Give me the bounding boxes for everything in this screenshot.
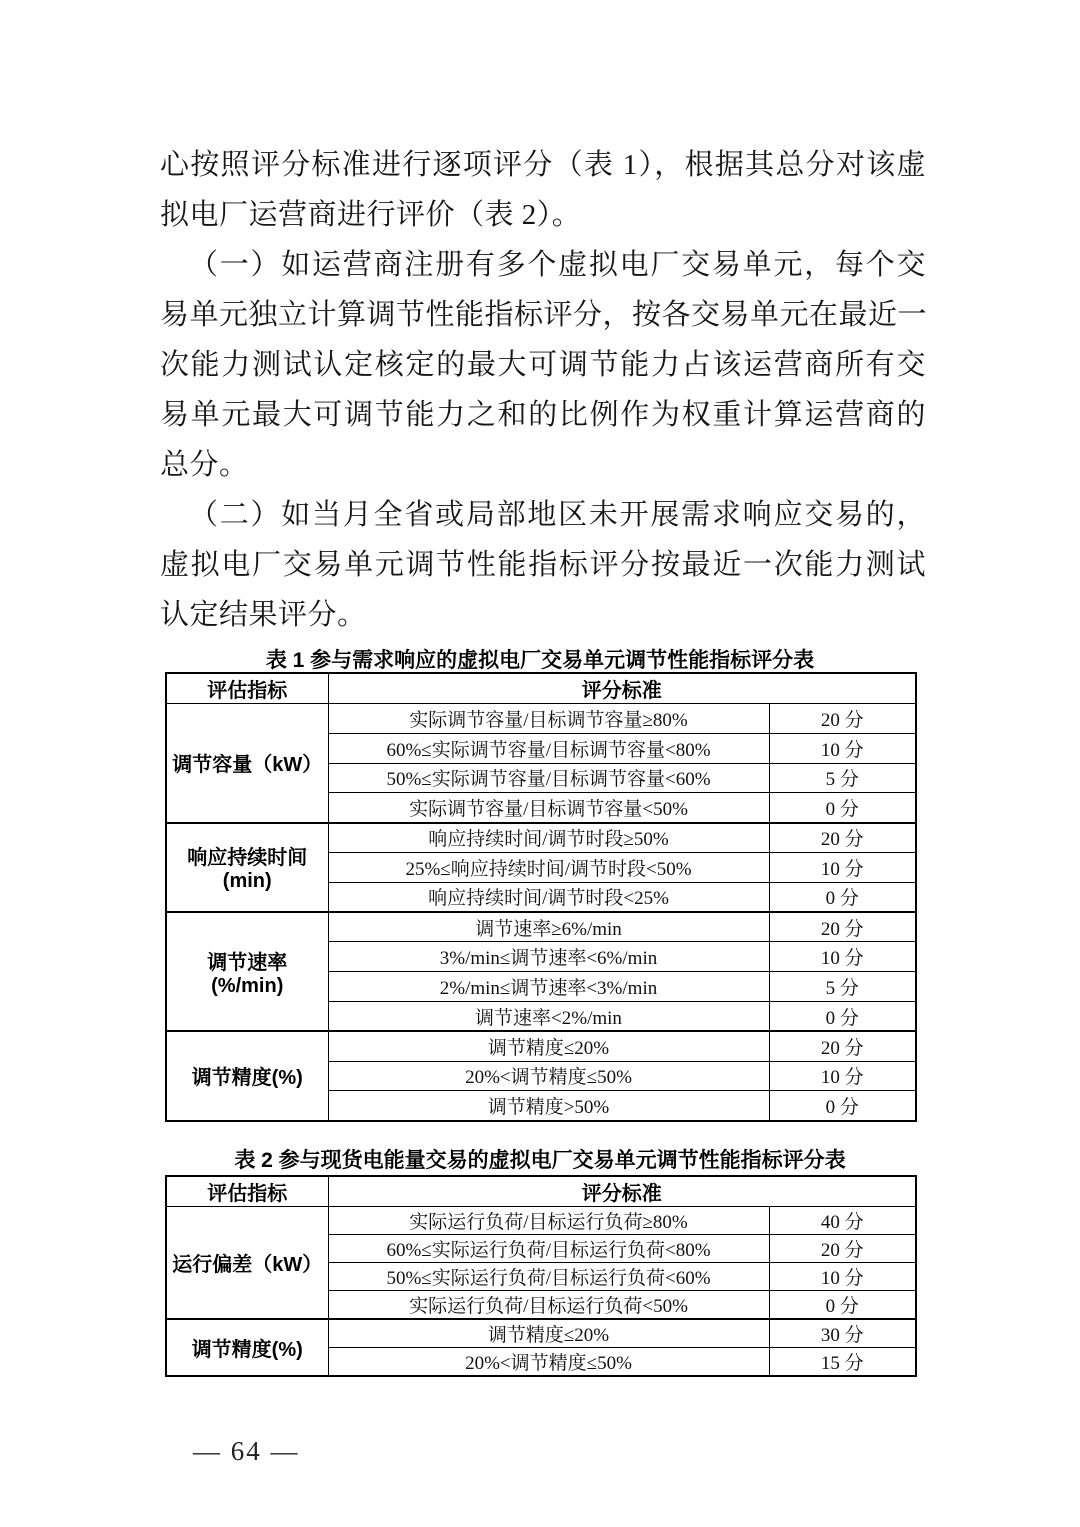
table-2	[165, 1175, 917, 1377]
text-line: 易单元独立计算调节性能指标评分，按各交易单元在最近一	[160, 299, 928, 331]
table-1-caption: 表 1 参与需求响应的虚拟电厂交易单元调节性能指标评分表	[265, 649, 815, 672]
text-line: 易单元最大可调节能力之和的比例作为权重计算运营商的	[160, 399, 926, 431]
score-cell: 10 分	[769, 733, 916, 763]
text-line: 认定结果评分。	[160, 599, 367, 631]
table-row	[166, 1207, 916, 1235]
criteria-cell: 20%<调节精度≤50%	[328, 1061, 769, 1091]
text-line: 虚拟电厂交易单元调节性能指标评分按最近一次能力测试	[160, 549, 926, 581]
text-line: 总分。	[160, 449, 249, 481]
criteria-cell: 60%≤实际调节容量/目标调节容量<80%	[328, 733, 769, 763]
body-text	[160, 140, 926, 640]
group-label-cell: 调节精度(%)	[166, 1031, 328, 1120]
criteria-cell: 实际调节容量/目标调节容量<50%	[328, 793, 769, 823]
text-line: 拟电厂运营商进行评价（表 2）。	[160, 199, 582, 231]
table-1	[165, 672, 917, 1122]
criteria-cell: 调节精度>50%	[328, 1091, 769, 1121]
indicator-header-cell: 评估指标	[166, 1176, 328, 1207]
criteria-cell: 调节精度≤20%	[328, 1319, 769, 1348]
criteria-cell: 3%/min≤调节速率<6%/min	[328, 942, 769, 972]
paragraph	[160, 490, 926, 640]
criteria-cell: 60%≤实际运行负荷/目标运行负荷<80%	[328, 1235, 769, 1263]
criteria-cell: 实际调节容量/目标调节容量≥80%	[328, 704, 769, 734]
score-cell: 15 分	[769, 1348, 916, 1377]
table-row	[166, 673, 916, 704]
score-cell: 0 分	[769, 1091, 916, 1121]
score-cell: 40 分	[769, 1207, 916, 1235]
text-line: 心按照评分标准进行逐项评分（表 1），根据其总分对该虚	[160, 149, 926, 181]
paragraph	[160, 240, 926, 490]
score-cell: 5 分	[769, 763, 916, 793]
text-line: （一）如运营商注册有多个虚拟电厂交易单元，每个交	[189, 249, 926, 281]
group-label-cell: 调节精度(%)	[166, 1319, 328, 1376]
score-cell: 30 分	[769, 1319, 916, 1348]
score-cell: 20 分	[769, 704, 916, 734]
table-row	[166, 1031, 916, 1061]
group-label-cell: 调节速率 (%/min)	[166, 912, 328, 1031]
text-line: 次能力测试认定核定的最大可调节能力占该运营商所有交	[160, 349, 926, 381]
table-row	[166, 912, 916, 942]
criteria-cell: 调节速率<2%/min	[328, 1001, 769, 1031]
criteria-cell: 20%<调节精度≤50%	[328, 1348, 769, 1377]
score-cell: 20 分	[769, 1235, 916, 1263]
text-line: （二）如当月全省或局部地区未开展需求响应交易的，	[189, 499, 926, 531]
criteria-cell: 调节速率≥6%/min	[328, 912, 769, 942]
group-label-cell: 调节容量（kW）	[166, 704, 328, 823]
table-2-caption: 表 2 参与现货电能量交易的虚拟电厂交易单元调节性能指标评分表	[234, 1149, 846, 1172]
table-row	[166, 823, 916, 853]
score-cell: 10 分	[769, 852, 916, 882]
page-number: — 64 —	[193, 1436, 300, 1466]
table-row	[166, 704, 916, 734]
table-row	[166, 1319, 916, 1348]
score-cell: 10 分	[769, 1061, 916, 1091]
standard-header-cell: 评分标准	[328, 1176, 916, 1207]
paragraph	[160, 140, 926, 240]
group-label-cell: 响应持续时间(min)	[166, 823, 328, 912]
table-row	[166, 1176, 916, 1207]
score-cell: 20 分	[769, 1031, 916, 1061]
score-cell: 0 分	[769, 1001, 916, 1031]
score-cell: 10 分	[769, 1263, 916, 1291]
criteria-cell: 50%≤实际运行负荷/目标运行负荷<60%	[328, 1263, 769, 1291]
criteria-cell: 响应持续时间/调节时段<25%	[328, 882, 769, 912]
score-cell: 5 分	[769, 972, 916, 1002]
score-cell: 0 分	[769, 793, 916, 823]
score-cell: 0 分	[769, 882, 916, 912]
criteria-cell: 2%/min≤调节速率<3%/min	[328, 972, 769, 1002]
criteria-cell: 响应持续时间/调节时段≥50%	[328, 823, 769, 853]
criteria-cell: 调节精度≤20%	[328, 1031, 769, 1061]
score-cell: 0 分	[769, 1291, 916, 1320]
criteria-cell: 实际运行负荷/目标运行负荷<50%	[328, 1291, 769, 1320]
group-label-cell: 运行偏差（kW）	[166, 1207, 328, 1320]
standard-header-cell: 评分标准	[328, 673, 916, 704]
score-cell: 10 分	[769, 942, 916, 972]
criteria-cell: 25%≤响应持续时间/调节时段<50%	[328, 852, 769, 882]
score-cell: 20 分	[769, 912, 916, 942]
criteria-cell: 实际运行负荷/目标运行负荷≥80%	[328, 1207, 769, 1235]
criteria-cell: 50%≤实际调节容量/目标调节容量<60%	[328, 763, 769, 793]
indicator-header-cell: 评估指标	[166, 673, 328, 704]
score-cell: 20 分	[769, 823, 916, 853]
